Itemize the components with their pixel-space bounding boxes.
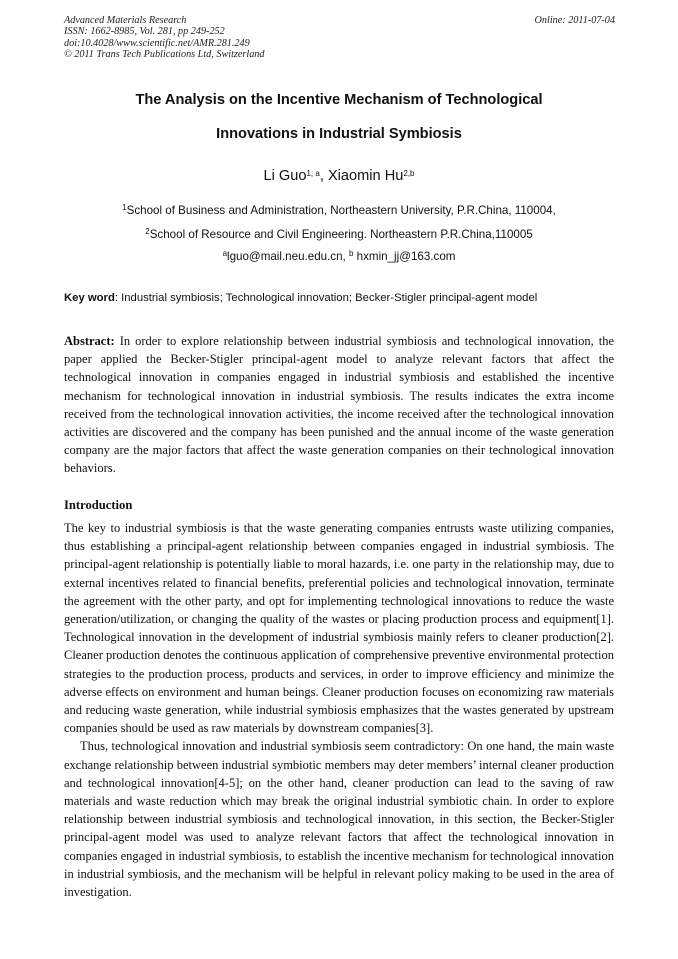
abstract-text: In order to explore relationship between industrial symbiosis and technological innovation, the paper applied the Becker-Stigler principal-agent model to analyze relevant factors that affect the technological innovation in companies engaged in industrial symbiosis and established the incentive mechanism for technological innovation in industrial symbiosis. The results indicates the extra income received from the technological innovation activities, the income received after the technological innovation activities are discovered and the company has been punished and the annual income of the waste generation company are the major factors that affect the waste generation companies on their technological innovation behaviors. — [64, 334, 614, 476]
doi-line: doi:10.4028/www.scientific.net/AMR.281.249 — [64, 37, 250, 49]
affiliation-1-marker: 1 — [122, 203, 127, 212]
paper-title-line-2: Innovations in Industrial Symbiosis — [216, 126, 462, 142]
keywords — [64, 292, 615, 304]
affiliation-2 — [0, 228, 678, 241]
keywords-text: : Industrial symbiosis; Technological innovation; Becker-Stigler principal-agent model — [114, 292, 538, 304]
abstract-label: Abstract: — [64, 334, 115, 348]
journal-header — [64, 15, 615, 60]
introduction-heading: Introduction — [64, 498, 133, 512]
introduction-paragraph-1: The key to industrial symbiosis is that the waste generating companies entrusts waste utilizing companies, thus establishing a principal-agent relationship between companies engaged in industrial symbiosis. The principal-agent relationship is potentially liable to moral hazards, i.e. one party in the relationship may, due to external incentives related to financial benefits, preferential policies and technological innovation, terminate the agreement with the other party, and opt for implementing technological innovations to reduce the waste generation/utilization, or changing the quality of the wastes or placing production process and equipment[1]. Technological innovation in the development of industrial symbiosis mainly refers to cleaner production[2]. Cleaner production denotes the continuous application of comprehensive preventive environmental protection strategies to the production process, products and services, in order to improve efficiency and minimize the adverse effects on environment and human beings. Cleaner production focuses on economizing raw materials and reducing waste generation, while industrial symbiosis emphasizes that the wastes generated by upstream companies should be used as raw materials by downstream companies[3]. — [64, 521, 614, 736]
author-2-marker: 2,b — [403, 169, 415, 178]
email-line — [0, 250, 678, 263]
author-1-name: Li Guo — [263, 168, 307, 184]
author-2-name: Xiaomin Hu — [327, 168, 404, 184]
journal-name: Advanced Materials Research — [64, 15, 187, 26]
email-b: hxmin_jj@163.com — [353, 250, 456, 263]
introduction-paragraph-2: Thus, technological innovation and industrial symbiosis seem contradictory: On one hand, the main waste exchange relationship between industrial symbiotic members may deter members’ internal cleaner production and technological innovation[4-5]; on the other hand, cleaner production can lead to the saving of raw materials and waste reduction which may break the original industrial symbiotic chain. In order to explore relationship between industrial symbiosis and technological innovation, in this section, the Becker-Stigler principal-agent model was used to analyze relevant factors that affect the technological innovation in companies engaged in industrial symbiosis, to establish the incentive mechanism for technological innovation in industrial symbiosis, and the mechanism will be helpful in relevant policy making to be used in the area of investigation. — [64, 739, 614, 900]
email-a-marker: a — [222, 249, 228, 258]
affiliation-2-marker: 2 — [145, 227, 150, 236]
keywords-label: Key word — [64, 292, 115, 304]
introduction-body — [64, 519, 614, 901]
affiliation-2-text: School of Resource and Civil Engineering. Northeastern P.R.China,110005 — [149, 228, 533, 241]
copyright-line: © 2011 Trans Tech Publications Ltd, Switzerland — [64, 48, 265, 60]
author-separator: , — [319, 168, 328, 184]
email-a: lguo@mail.neu.edu.cn, — [227, 250, 349, 263]
affiliation-1 — [0, 204, 678, 217]
online-date: Online: 2011-07-04 — [534, 15, 615, 26]
author-line — [0, 168, 678, 184]
abstract — [64, 332, 614, 478]
email-b-marker: b — [349, 249, 354, 258]
affiliation-1-text: School of Business and Administration, Northeastern University, P.R.China, 110004, — [126, 204, 556, 217]
author-1-marker: 1, a — [306, 169, 320, 178]
paper-title-line-1: The Analysis on the Incentive Mechanism of Technological — [135, 92, 543, 108]
issn-line: ISSN: 1662-8985, Vol. 281, pp 249-252 — [64, 26, 225, 38]
